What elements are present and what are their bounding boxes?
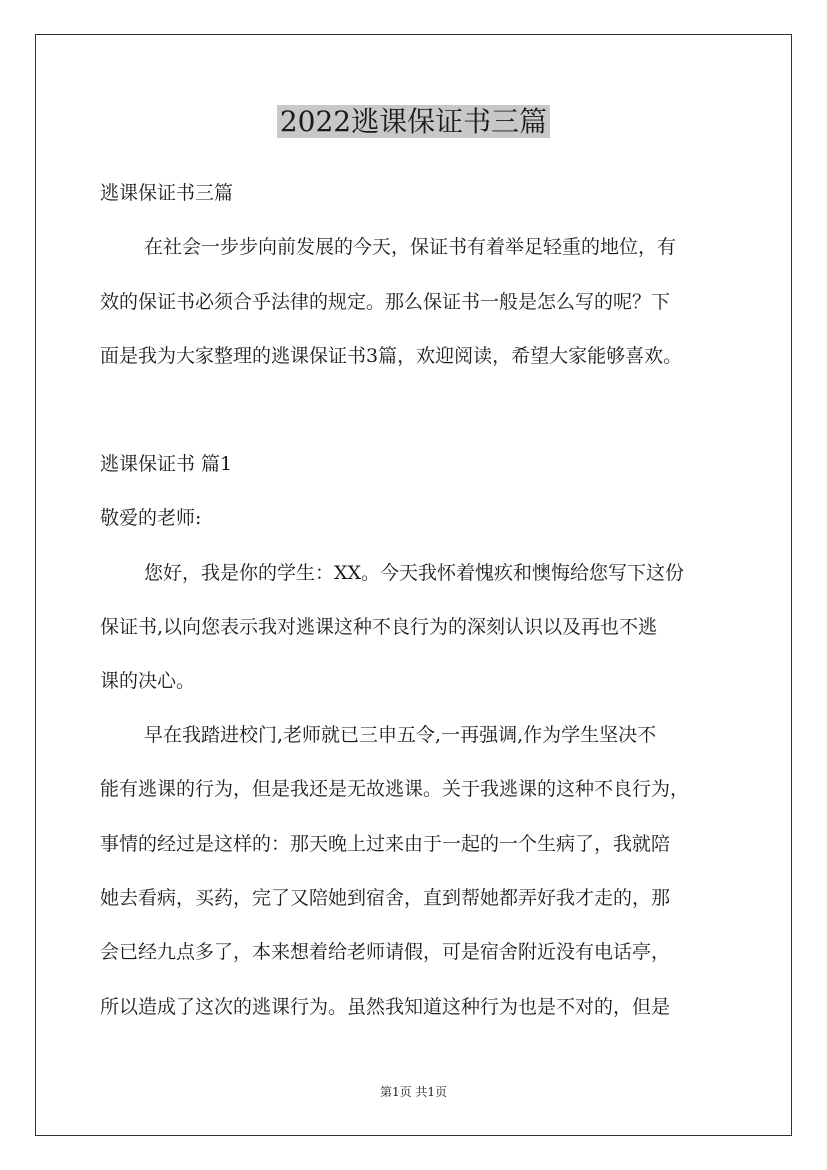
- paragraph-line: 事情的经过是这样的：那天晚上过来由于一起的一个生病了，我就陪: [100, 833, 671, 855]
- intro-line: 面是我为大家整理的逃课保证书3篇，欢迎阅读，希望大家能够喜欢。: [100, 345, 683, 367]
- paragraph-line: 会已经九点多了，本来想着给老师请假，可是宿舍附近没有电话亭，: [100, 941, 671, 963]
- paragraph-line: 您好，我是你的学生：XX。今天我怀着愧疚和懊悔给您写下这份: [144, 562, 685, 584]
- section-heading: 逃课保证书 篇1: [100, 453, 233, 475]
- paragraph-line: 早在我踏进校门,老师就已三申五令,一再强调,作为学生坚决不: [144, 724, 657, 746]
- document-title-text: 2022逃课保证书三篇: [277, 105, 550, 138]
- paragraph-line: 所以造成了这次的逃课行为。虽然我知道这种行为也是不对的，但是: [100, 996, 671, 1018]
- paragraph-line: 保证书,以向您表示我对逃课这种不良行为的深刻认识以及再也不逃: [100, 616, 658, 638]
- intro-line: 在社会一步步向前发展的今天，保证书有着举足轻重的地位，有: [144, 236, 677, 258]
- salutation: 敬爱的老师:: [100, 507, 202, 529]
- paragraph-line: 她去看病，买药，完了又陪她到宿舍，直到帮她都弄好我才走的，那: [100, 887, 671, 909]
- paragraph-line: 能有逃课的行为，但是我还是无故逃课。关于我逃课的这种不良行为，: [100, 778, 690, 800]
- document-title: [0, 99, 827, 145]
- paragraph-line: 课的决心。: [100, 670, 196, 692]
- page-footer: 第1页 共1页: [379, 1085, 448, 1099]
- document-heading: 逃课保证书三篇: [100, 182, 234, 204]
- intro-line: 效的保证书必须合乎法律的规定。那么保证书一般是怎么写的呢？下: [100, 291, 671, 313]
